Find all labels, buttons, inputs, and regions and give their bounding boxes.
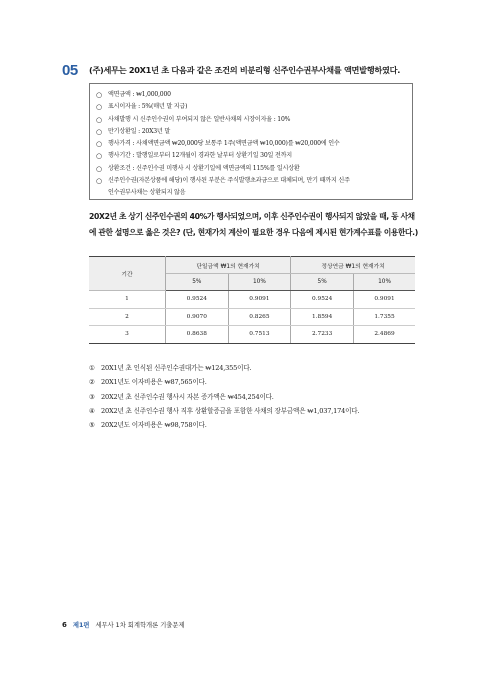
period-cell: 3 <box>89 326 166 344</box>
rate-header: 5% <box>291 274 354 291</box>
choice-number: ② <box>89 378 95 387</box>
book-title: 세무사 1차 회계학개론 기출문제 <box>95 622 185 629</box>
choice-number: ① <box>89 364 95 372</box>
table-cell: 0.9524 <box>291 291 354 309</box>
question-number: 05 <box>62 62 78 79</box>
condition-item: ○ 사채발행 시 신주인수권이 부여되지 않은 일반사채의 시장이자율 : 10% <box>96 114 406 126</box>
table-cell: 0.9070 <box>166 308 229 326</box>
condition-item: ○ 액면금액 : ₩1,000,000 <box>96 89 406 101</box>
condition-item: ○ 상환조건 : 신주인수권 미행사 시 상환기일에 액면금액의 115%를 일시상환 <box>96 163 406 175</box>
condition-item: ○ 행사기간 : 발행일로부터 12개월이 경과한 날부터 상환기일 30일 전까지 <box>96 150 406 162</box>
bullet-icon: ○ <box>96 127 102 136</box>
choice-text: 20X1년 초 인식된 신주인수권대가는 ₩124,355이다. <box>101 364 252 372</box>
lump-sum-header: 단일금액 ₩1의 현재가치 <box>166 257 291 274</box>
choice-number: ③ <box>89 392 95 401</box>
table-row <box>89 308 415 326</box>
question-title: (주)세무는 20X1년 초 다음과 같은 조건의 비분리형 신주인수권부사채를 액면발행하였다. <box>89 65 401 75</box>
condition-item: ○ 신주인수권(자본상품에 해당)이 행사된 부분은 주식발행초과금으로 대체되며, 만기 때까지 신주 <box>96 175 406 187</box>
page-number: 6 <box>62 621 67 629</box>
bullet-icon: ○ <box>96 103 102 112</box>
choice-4[interactable] <box>89 404 359 418</box>
choice-5[interactable] <box>89 418 359 432</box>
answer-choices <box>89 361 359 432</box>
rate-header: 10% <box>354 274 415 291</box>
page-footer <box>62 620 185 629</box>
bullet-icon: ○ <box>96 140 102 149</box>
choice-text: 20X2년도 이자비용은 ₩98,758이다. <box>101 421 207 430</box>
table-cell: 0.9091 <box>228 291 291 309</box>
period-cell: 1 <box>89 291 166 309</box>
table-cell: 0.8265 <box>228 308 291 326</box>
choice-number: ④ <box>89 406 95 415</box>
choice-1[interactable] <box>89 361 359 375</box>
choice-2[interactable] <box>89 375 359 389</box>
question-prompt: 20X2년 초 상기 신주인수권의 40%가 행사되었으며, 이후 신주인수권이 행사되지 않았을 때, 동 사채에 관한 설명으로 옳은 것은? (단, 현재가치 계산이 필요한 경우 다음에 제시된 현가계수표를 이용한다.) <box>89 212 418 237</box>
table-cell: 0.7513 <box>228 326 291 344</box>
table-cell: 0.9524 <box>166 291 229 309</box>
period-header: 기간 <box>89 257 166 291</box>
choice-text: 20X2년 초 신주인수권 행사 직후 상환할증금을 포함한 사채의 장부금액은 ₩1,037,174이다. <box>101 406 360 415</box>
table-cell: 2.4869 <box>354 326 415 344</box>
part-label: 제1편 <box>72 622 90 629</box>
bullet-icon: ○ <box>96 91 102 99</box>
bullet-icon: ○ <box>96 164 102 173</box>
choice-text: 20X2년 초 신주인수권 행사시 자본 증가액은 ₩454,254이다. <box>101 392 274 401</box>
table-cell: 1.8594 <box>291 308 354 326</box>
table-cell: 2.7233 <box>291 326 354 344</box>
bullet-icon: ○ <box>96 177 102 186</box>
period-cell: 2 <box>89 308 166 326</box>
present-value-table <box>89 256 415 344</box>
bullet-icon: ○ <box>96 152 102 161</box>
annuity-header: 정상연금 ₩1의 현재가치 <box>291 257 415 274</box>
rate-header: 5% <box>166 274 229 291</box>
condition-item: ○ 행사가격 : 사채액면금액 ₩20,000당 보통주 1주(액면금액 ₩10,000)를 ₩20,000에 인수 <box>96 138 406 150</box>
bullet-icon: ○ <box>96 115 102 124</box>
choice-number: ⑤ <box>89 421 95 430</box>
conditions-box <box>89 83 413 200</box>
table-row <box>89 291 415 309</box>
table-row <box>89 326 415 344</box>
table-cell: 0.8638 <box>166 326 229 344</box>
rate-header: 10% <box>228 274 291 291</box>
table-cell: 1.7355 <box>354 308 415 326</box>
choice-3[interactable] <box>89 390 359 404</box>
condition-item: ○ 만기상환일 : 20X3년 말 <box>96 126 406 138</box>
table-cell: 0.9091 <box>354 291 415 309</box>
choice-text: 20X1년도 이자비용은 ₩87,565이다. <box>101 378 207 387</box>
condition-item-continued: 인수권부사채는 상환되지 않음 <box>108 189 186 197</box>
condition-item: ○ 표시이자율 : 5%(매년 말 지급) <box>96 101 406 113</box>
